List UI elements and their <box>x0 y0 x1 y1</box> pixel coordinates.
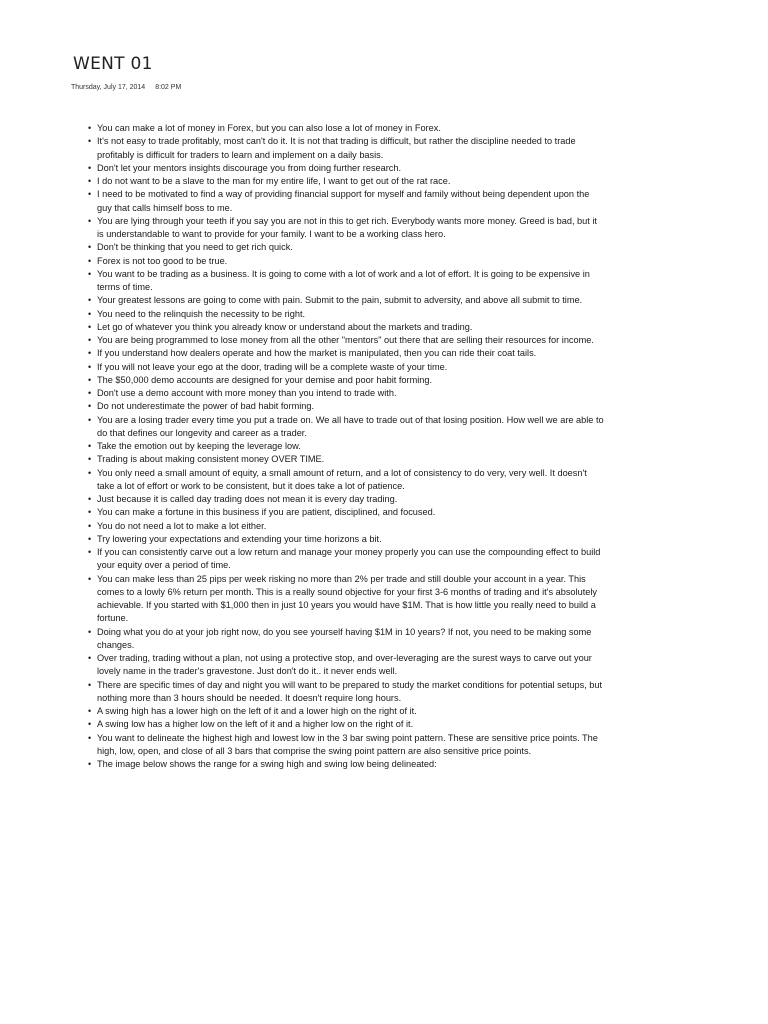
page-title: WENT 01 <box>73 54 153 74</box>
list-item: • You need to the relinquish the necessity to be right. <box>97 308 605 321</box>
list-item: • Trading is about making consistent money OVER TIME. <box>97 453 605 466</box>
list-item: • I need to be motivated to find a way of providing financial support for myself and family without being dependent upon the guy that calls himself boss to me. <box>97 188 605 215</box>
list-item: • Just because it is called day trading does not mean it is every day trading. <box>97 493 605 506</box>
bullet-list <box>89 122 605 771</box>
list-item: • Don't let your mentors insights discourage you from doing further research. <box>97 162 605 175</box>
list-item: • You can make less than 25 pips per week risking no more than 2% per trade and still double your account in a year. This comes to a lowly 6% return per month. This is a really sound objective for your first 3-6 months of trading and it's absolutely achievable. If you started with $1,000 then in just 10 years you would have $1M. That is how little you really need to build a fortune. <box>97 573 605 626</box>
list-item: • It's not easy to trade profitably, most can't do it. It is not that trading is difficult, but rather the discipline needed to trade profitably is difficult for traders to learn and implement on a daily basis. <box>97 135 605 162</box>
list-item: • Take the emotion out by keeping the leverage low. <box>97 440 605 453</box>
list-item: • A swing low has a higher low on the left of it and a higher low on the right of it. <box>97 718 605 731</box>
list-item: • I do not want to be a slave to the man for my entire life, I want to get out of the rat race. <box>97 175 605 188</box>
list-item: • You can make a lot of money in Forex, but you can also lose a lot of money in Forex. <box>97 122 605 135</box>
list-item: • Do not underestimate the power of bad habit forming. <box>97 400 605 413</box>
list-item: • You are being programmed to lose money from all the other "mentors" out there that are selling their resources for income. <box>97 334 605 347</box>
list-item: • Your greatest lessons are going to come with pain. Submit to the pain, submit to adversity, and above all submit to time. <box>97 294 605 307</box>
list-item: • The image below shows the range for a swing high and swing low being delineated: <box>97 758 605 771</box>
note-date: Thursday, July 17, 2014 <box>71 84 146 91</box>
list-item: • Forex is not too good to be true. <box>97 255 605 268</box>
list-item: • If you can consistently carve out a low return and manage your money properly you can use the compounding effect to build your equity over a period of time. <box>97 546 605 573</box>
list-item: • You want to delineate the highest high and lowest low in the 3 bar swing point pattern. These are sensitive price points. The high, low, open, and close of all 3 bars that comprise the swing point pattern are also sensitive price points. <box>97 732 605 759</box>
list-item: • You only need a small amount of equity, a small amount of return, and a lot of consistency to do very, very well. It doesn't take a lot of effort or work to be consistent, but it does take a lot of patience. <box>97 467 605 494</box>
list-item: • Let go of whatever you think you already know or understand about the markets and trading. <box>97 321 605 334</box>
list-item: • You are a losing trader every time you put a trade on. We all have to trade out of that losing position. How well we are able to do that defines our longevity and career as a trader. <box>97 414 605 441</box>
list-item: • If you will not leave your ego at the door, trading will be a complete waste of your time. <box>97 361 605 374</box>
note-time: 8:02 PM <box>155 84 182 91</box>
list-item: • You want to be trading as a business. It is going to come with a lot of work and a lot of effort. It is going to be expensive in terms of time. <box>97 268 605 295</box>
list-item: • A swing high has a lower high on the left of it and a lower high on the right of it. <box>97 705 605 718</box>
list-item: • Doing what you do at your job right now, do you see yourself having $1M in 10 years? If not, you need to be making some changes. <box>97 626 605 653</box>
list-item: • There are specific times of day and night you will want to be prepared to study the market conditions for potential setups, but nothing more than 3 hours should be needed. It doesn't require long hours. <box>97 679 605 706</box>
list-item: • You can make a fortune in this business if you are patient, disciplined, and focused. <box>97 506 605 519</box>
list-item: • Over trading, trading without a plan, not using a protective stop, and over-leveraging are the surest ways to carve out your lovely name in the trader's gravestone. Just don't do it.. it never ends well. <box>97 652 605 679</box>
list-item: • You do not need a lot to make a lot either. <box>97 520 605 533</box>
list-item: • If you understand how dealers operate and how the market is manipulated, then you can ride their coat tails. <box>97 347 605 360</box>
list-item: • You are lying through your teeth if you say you are not in this to get rich. Everybody wants more money. Greed is bad, but it is understandable to want to provide for your family. I want to be a working class hero. <box>97 215 605 242</box>
list-item: • Try lowering your expectations and extending your time horizons a bit. <box>97 533 605 546</box>
list-item: • Don't use a demo account with more money than you intend to trade with. <box>97 387 605 400</box>
note-timestamp <box>71 84 181 91</box>
list-item: • Don't be thinking that you need to get rich quick. <box>97 241 605 254</box>
list-item: • The $50,000 demo accounts are designed for your demise and poor habit forming. <box>97 374 605 387</box>
